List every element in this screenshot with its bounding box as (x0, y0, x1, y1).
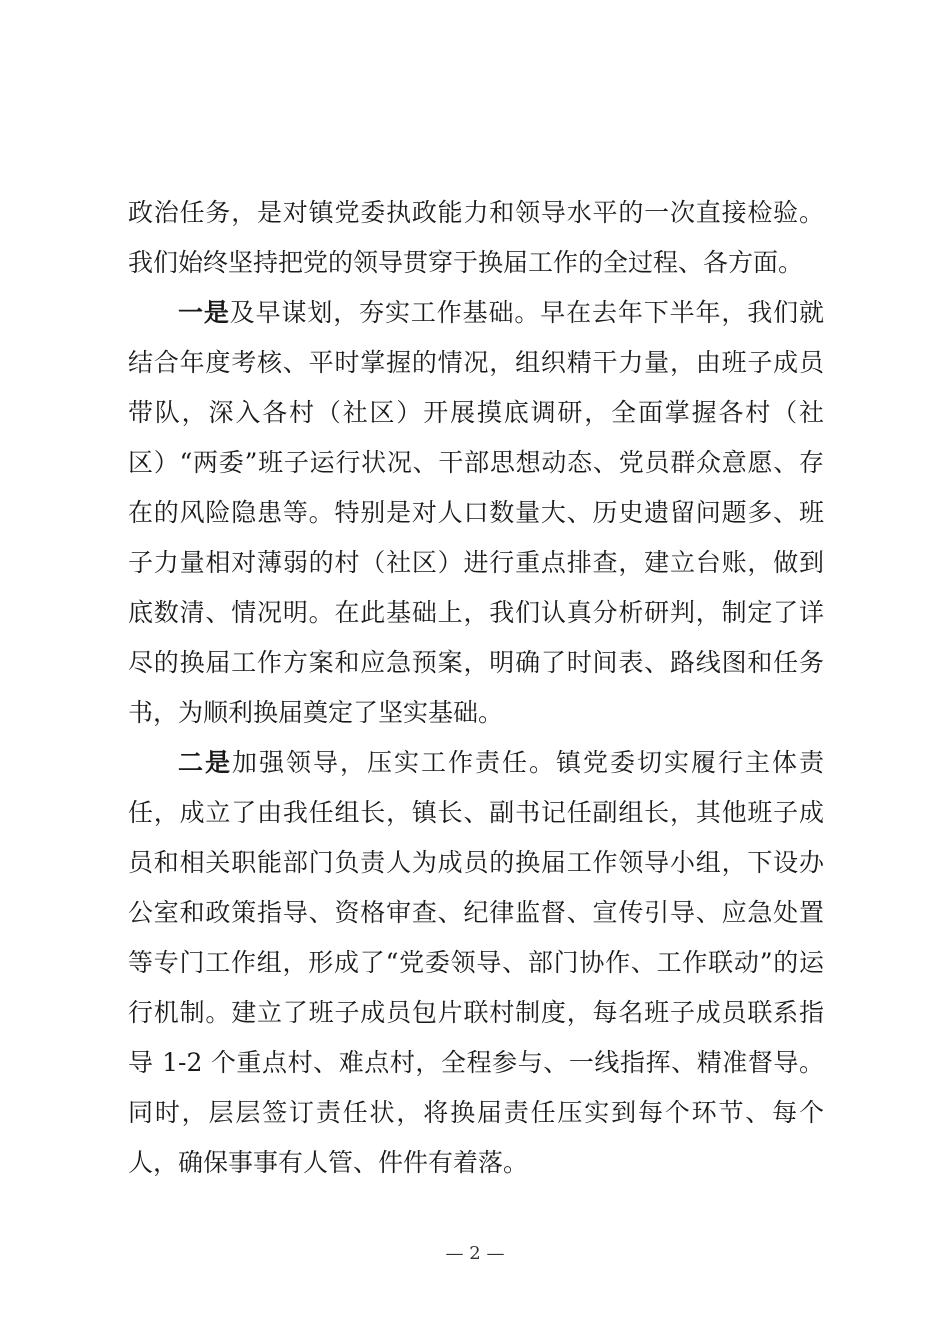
page-number: — 2 — (445, 1243, 505, 1264)
paragraph-1 (128, 188, 824, 288)
paragraph-3-lead: 二是 (178, 748, 232, 777)
body-text (128, 188, 824, 1188)
paragraph-3-text: 加强领导，压实工作责任。镇党委切实履行主体责任，成立了由我任组长，镇长、副书记任副组长，其他班子成员和相关职能部门负责人为成员的换届工作领导小组，下设办公室和政策指导、资格审查、纪律监督、宣传引导、应急处置等专门工作组，形成了“党委领导、部门协作、工作联动”的运行机制。建立了班子成员包片联村制度，每名班子成员联系指导 1-2 个重点村、难点村，全程参与、一线指挥、精准督导。同时，层层签订责任状，将换届责任压实到每个环节、每个人，确保事事有人管、件件有着落。 (128, 748, 824, 1177)
paragraph-1-text: 政治任务，是对镇党委执政能力和领导水平的一次直接检验。我们始终坚持把党的领导贯穿于换届工作的全过程、各方面。 (128, 198, 824, 277)
paragraph-2-lead: 一是 (178, 298, 230, 327)
paragraph-2-text: 及早谋划，夯实工作基础。早在去年下半年，我们就结合年度考核、平时掌握的情况，组织精干力量，由班子成员带队，深入各村（社区）开展摸底调研，全面掌握各村（社区）“两委”班子运行状况、干部思想动态、党员群众意愿、存在的风险隐患等。特别是对人口数量大、历史遗留问题多、班子力量相对薄弱的村（社区）进行重点排查，建立台账，做到底数清、情况明。在此基础上，我们认真分析研判，制定了详尽的换届工作方案和应急预案，明确了时间表、路线图和任务书，为顺利换届奠定了坚实基础。 (128, 298, 824, 727)
paragraph-3 (128, 738, 824, 1188)
paragraph-2 (128, 288, 824, 738)
